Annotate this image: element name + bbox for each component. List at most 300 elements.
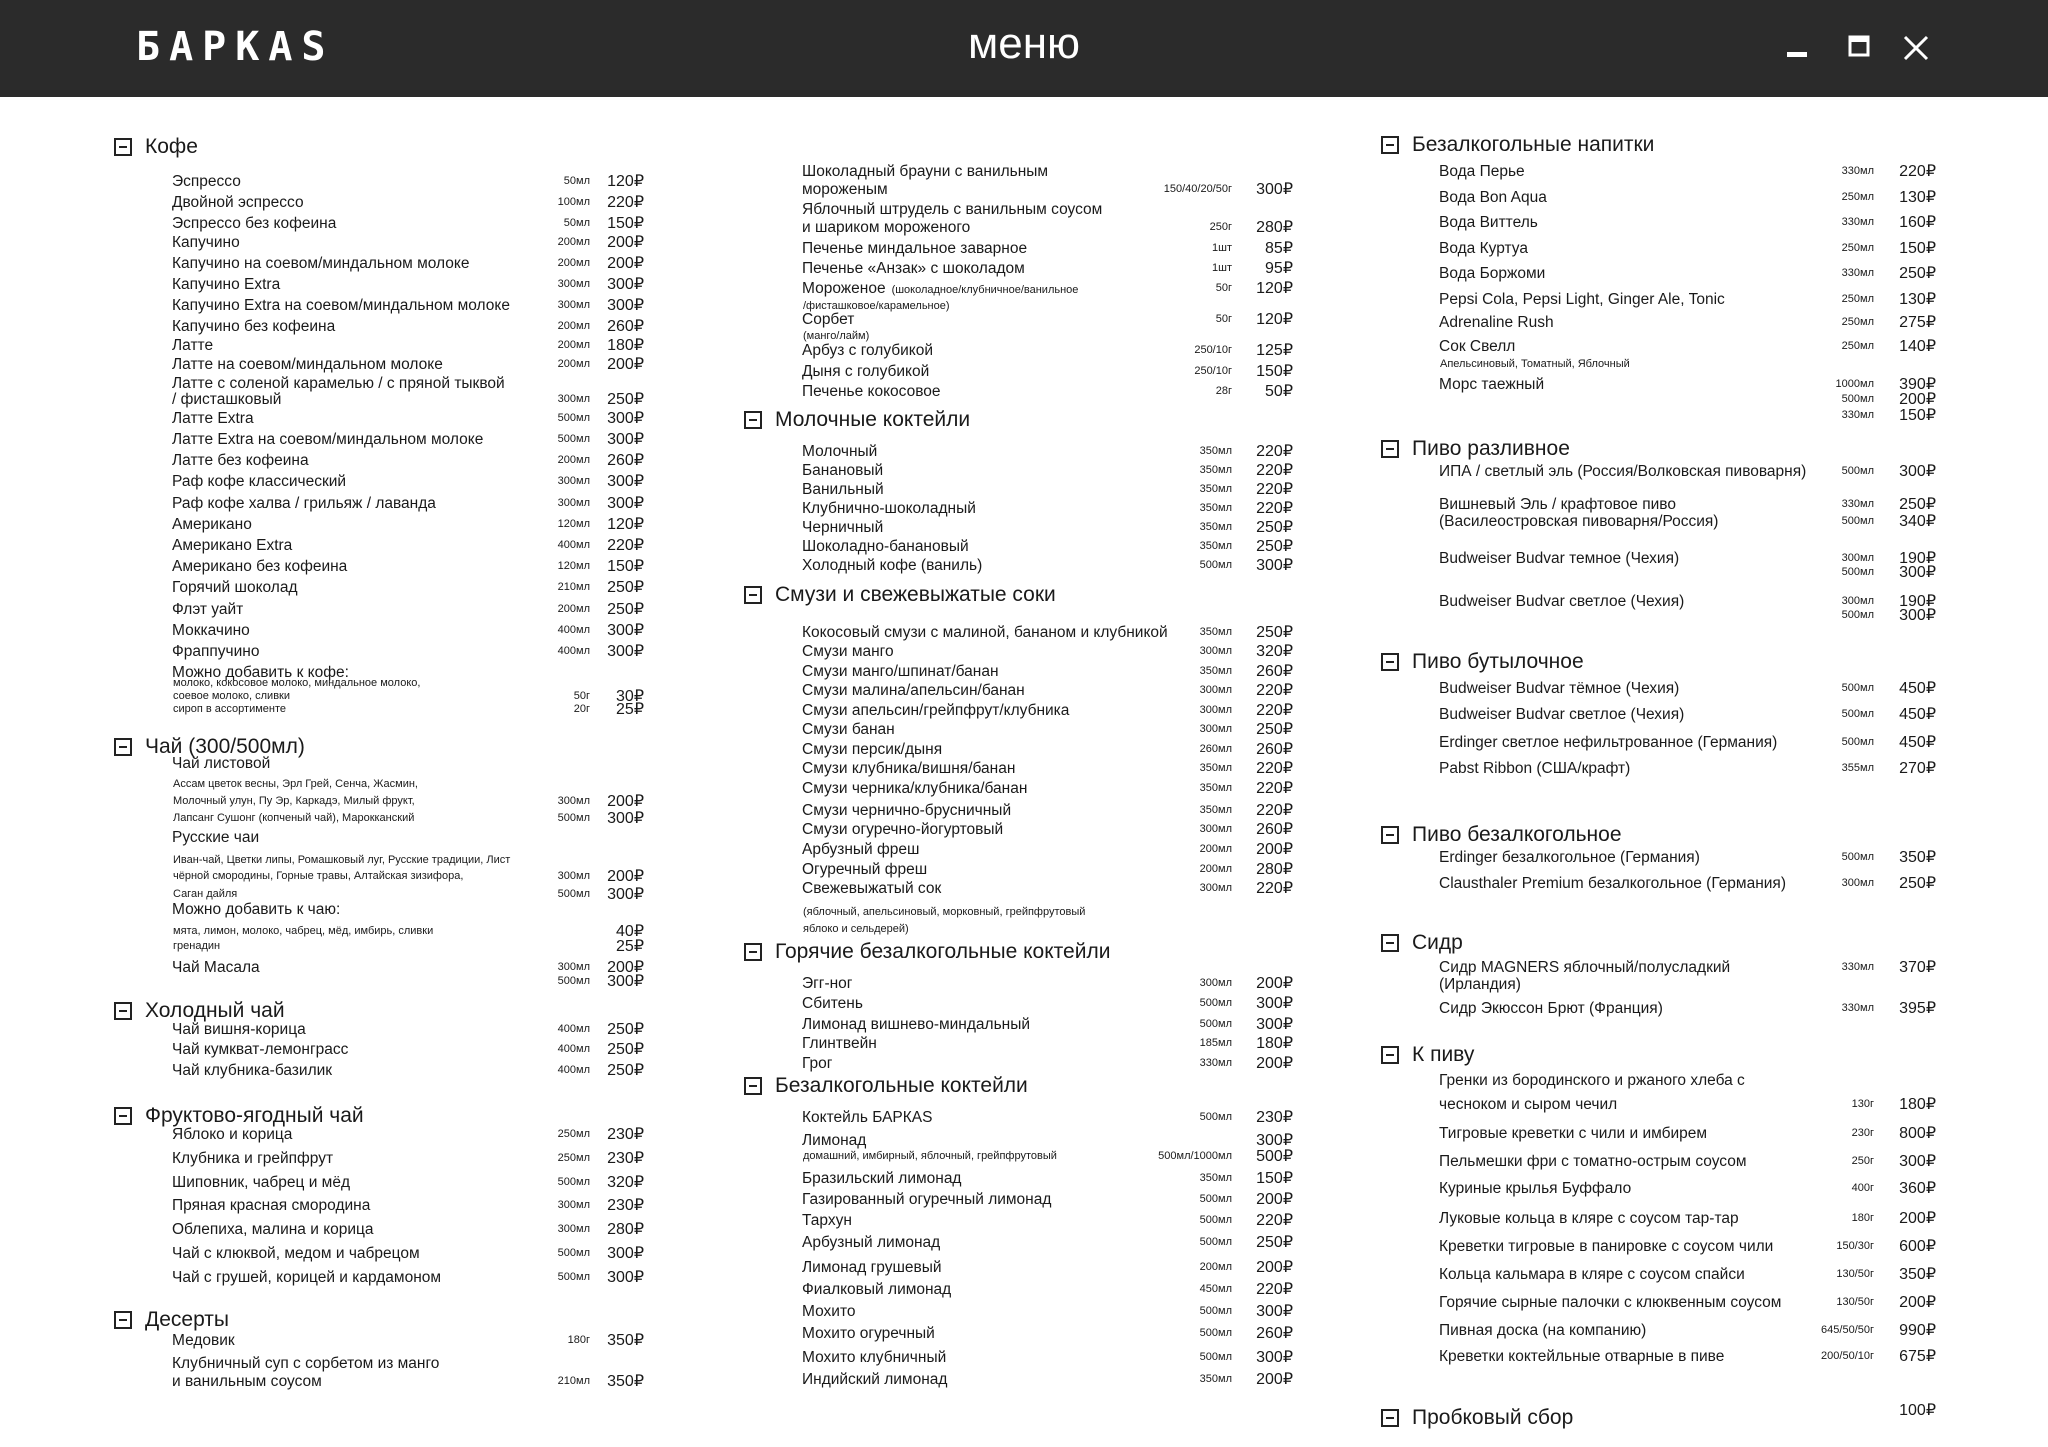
item-price: 500₽ [1256, 1148, 1293, 1165]
item-size: 300мл [1199, 645, 1232, 657]
collapse-icon[interactable] [114, 1107, 132, 1125]
logo: БАРКАS [136, 24, 335, 70]
item-price: 30₽ [616, 688, 644, 705]
item-size: 350мл [1199, 804, 1232, 816]
item-description: яблоко и сельдерей) [803, 923, 909, 935]
item-size: 300мл [557, 961, 590, 973]
item-name: Смузи малина/апельсин/банан [802, 682, 1025, 699]
item-size: 500мл [557, 1176, 590, 1188]
item-size: 350мл [1199, 521, 1232, 533]
item-name: Вишневый Эль / крафтовое пиво [1439, 496, 1676, 513]
item-price: 320₽ [1256, 643, 1293, 660]
item-size: 250мл [557, 1152, 590, 1164]
item-size: 350мл [1199, 782, 1232, 794]
item-price: 220₽ [1256, 1212, 1293, 1229]
item-description: Лапсанг Сушонг (копченый чай), Марокканский [173, 812, 415, 824]
item-size: 300мл [557, 278, 590, 290]
item-size: 130г [1851, 1098, 1874, 1110]
section-header[interactable] [1381, 434, 1570, 464]
item-name: Шоколадный брауни с ванильным [802, 163, 1049, 180]
minimize-button[interactable] [1775, 26, 1819, 70]
item-price: 250₽ [1256, 1234, 1293, 1251]
item-name: Американо [172, 516, 252, 533]
item-size: 350мл [1199, 1172, 1232, 1184]
item-name: Латте без кофеина [172, 452, 309, 469]
item-price: 220₽ [1256, 481, 1293, 498]
item-size: 500мл [1841, 708, 1874, 720]
item-price: 340₽ [1899, 513, 1936, 530]
item-size: 50мл [563, 217, 590, 229]
section-title: Горячие безалкогольные коктейли [775, 940, 1111, 963]
item-size: 150/40/20/50г [1163, 183, 1232, 195]
item-name: Черничный [802, 519, 884, 536]
item-price: 200₽ [607, 793, 644, 810]
item-size: 330мл [1199, 1057, 1232, 1069]
item-size: 330мл [1841, 1002, 1874, 1014]
item-name: Капучино [172, 234, 240, 251]
item-price: 260₽ [1256, 821, 1293, 838]
section-header[interactable] [1381, 1040, 1474, 1070]
item-price: 300₽ [1256, 1349, 1293, 1366]
item-name: Эспрессо без кофеина [172, 215, 337, 232]
item-price: 25₽ [616, 938, 644, 955]
item-size: 500мл [1841, 393, 1874, 405]
item-price: 200₽ [1256, 1191, 1293, 1208]
item-size: 400мл [557, 645, 590, 657]
item-price: 25₽ [616, 701, 644, 718]
item-size: 330мл [1841, 267, 1874, 279]
item-price: 230₽ [607, 1150, 644, 1167]
collapse-icon[interactable] [114, 738, 132, 756]
item-size: 300мл [1199, 882, 1232, 894]
item-size: 500мл [1199, 997, 1232, 1009]
section-title: Пробковый сбор [1412, 1406, 1574, 1429]
item-size: 130/50г [1836, 1296, 1874, 1308]
item-description: сироп в ассортименте [173, 703, 286, 715]
item-price: 120₽ [1256, 311, 1293, 328]
item-size: 330мл [1841, 498, 1874, 510]
item-name: Коктейль БАРКАS [802, 1109, 933, 1126]
item-size: 200мл [1199, 863, 1232, 875]
item-price: 250₽ [1256, 624, 1293, 641]
item-size: 500мл [1841, 515, 1874, 527]
item-price: 220₽ [1256, 500, 1293, 517]
item-price: 120₽ [607, 173, 644, 190]
item-size: 230г [1851, 1127, 1874, 1139]
item-name: Латте [172, 337, 214, 354]
item-price: 230₽ [607, 1126, 644, 1143]
item-name: Можно добавить к кофе: [172, 664, 349, 681]
item-name: Budweiser Budvar светлое (Чехия) [1439, 706, 1685, 723]
item-price: 300₽ [1256, 995, 1293, 1012]
item-size: 28г [1215, 385, 1232, 397]
item-price: 260₽ [607, 452, 644, 469]
item-description: мята, лимон, молоко, чабрец, мёд, имбирь, сливки [173, 925, 434, 937]
item-size: 200мл [557, 454, 590, 466]
item-price: 300₽ [607, 276, 644, 293]
item-name: Вода Перье [1439, 163, 1525, 180]
item-size: 350мл [1199, 1373, 1232, 1385]
item-price: 220₽ [1256, 880, 1293, 897]
item-price: 250₽ [1256, 519, 1293, 536]
item-size: 250г [1209, 221, 1232, 233]
item-price: 350₽ [607, 1332, 644, 1349]
item-size: 500мл [1841, 609, 1874, 621]
item-price: 350₽ [1899, 849, 1936, 866]
item-price: 140₽ [1899, 338, 1936, 355]
collapse-icon[interactable] [1381, 136, 1399, 154]
item-name: Латте с соленой карамелью / с пряной тыквой [172, 375, 505, 392]
item-size: 300мл [1841, 877, 1874, 889]
item-name: (Ирландия) [1439, 976, 1521, 993]
section-title: Сидр [1412, 931, 1463, 954]
item-price: 300₽ [1899, 463, 1936, 480]
item-size: 130/50г [1836, 1268, 1874, 1280]
item-size: 100мл [557, 196, 590, 208]
item-name: Лимонад грушевый [802, 1259, 942, 1276]
item-price: 130₽ [1899, 291, 1936, 308]
item-name: Шоколадно-банановый [802, 538, 969, 555]
section-header[interactable] [1381, 1403, 1573, 1433]
item-size: 200мл [557, 339, 590, 351]
item-price: 200₽ [1899, 391, 1936, 408]
item-note: (шоколадное/клубничное/ванильное [891, 284, 1079, 296]
item-size: 300мл [1841, 552, 1874, 564]
item-size: 350мл [1199, 762, 1232, 774]
collapse-icon[interactable] [1381, 1409, 1399, 1427]
item-size: 400мл [557, 1043, 590, 1055]
item-price: 260₽ [1256, 663, 1293, 680]
maximize-button[interactable] [1837, 26, 1881, 70]
item-price: 300₽ [1256, 181, 1293, 198]
title-bar [0, 0, 2048, 97]
item-size: 300мл [1199, 823, 1232, 835]
collapse-icon[interactable] [114, 138, 132, 156]
item-name: Мохито клубничный [802, 1349, 947, 1366]
section-title: Пиво безалкогольное [1412, 823, 1622, 846]
item-name: Креветки коктейльные отварные в пиве [1439, 1348, 1725, 1365]
close-button[interactable] [1894, 26, 1938, 70]
section-header[interactable] [1381, 647, 1584, 677]
collapse-icon[interactable] [1381, 440, 1399, 458]
collapse-icon[interactable] [1381, 1046, 1399, 1064]
item-size: 250/10г [1194, 365, 1232, 377]
item-price: 260₽ [607, 318, 644, 335]
item-name: (Василеостровская пивоварня/Россия) [1439, 513, 1719, 530]
collapse-icon[interactable] [744, 943, 762, 961]
section-header[interactable] [1381, 820, 1622, 850]
item-size: 500мл [1199, 1193, 1232, 1205]
item-size: 330мл [1841, 216, 1874, 228]
item-name: Чай с грушей, корицей и кардамоном [172, 1269, 442, 1286]
item-size: 250мл [557, 1128, 590, 1140]
item-name: Adrenaline Rush [1439, 314, 1554, 331]
item-size: 400мл [557, 624, 590, 636]
item-price: 220₽ [1256, 760, 1293, 777]
item-description: молоко, кокосовое молоко, миндальное молоко, [173, 677, 421, 689]
item-size: 300мл [557, 299, 590, 311]
item-name: Раф кофе классический [172, 473, 347, 490]
item-price: 40₽ [616, 923, 644, 940]
item-price: 100₽ [1899, 1402, 1936, 1419]
item-size: 645/50/50г [1821, 1324, 1874, 1336]
item-name: Печенье кокосовое [802, 383, 941, 400]
item-price: 250₽ [607, 579, 644, 596]
item-size: 300мл [557, 870, 590, 882]
section-title: Холодный чай [145, 999, 285, 1022]
item-name: Budweiser Budvar тёмное (Чехия) [1439, 680, 1680, 697]
item-price: 180₽ [1899, 1096, 1936, 1113]
item-size: 500мл [1841, 566, 1874, 578]
item-name: Сбитень [802, 995, 863, 1012]
item-name: Фраппучино [172, 643, 260, 660]
item-price: 220₽ [1256, 702, 1293, 719]
item-price: 120₽ [607, 516, 644, 533]
item-price: 150₽ [607, 215, 644, 232]
item-name: Флэт уайт [172, 601, 244, 618]
item-description: (яблочный, апельсиновый, морковный, грейпфрутовый [803, 906, 1086, 918]
item-price: 280₽ [1256, 219, 1293, 236]
item-price: 200₽ [1256, 1055, 1293, 1072]
section-header[interactable] [114, 132, 198, 162]
item-size: 500мл [557, 433, 590, 445]
item-size: 50г [1215, 313, 1232, 325]
section-header[interactable] [744, 1071, 1028, 1101]
item-name: Пряная красная смородина [172, 1197, 371, 1214]
item-price: 300₽ [1256, 1303, 1293, 1320]
item-price: 250₽ [1899, 875, 1936, 892]
item-description: /фисташковое/карамельное) [803, 300, 950, 312]
item-price: 250₽ [1256, 721, 1293, 738]
item-price: 270₽ [1899, 760, 1936, 777]
section-title: Молочные коктейли [775, 408, 971, 431]
collapse-icon[interactable] [744, 586, 762, 604]
collapse-icon[interactable] [114, 1311, 132, 1329]
item-price: 300₽ [607, 495, 644, 512]
item-name: Budweiser Budvar светлое (Чехия) [1439, 593, 1685, 610]
item-size: 500мл [1841, 851, 1874, 863]
maximize-icon [1837, 26, 1881, 70]
item-price: 150₽ [1899, 407, 1936, 424]
item-price: 200₽ [1256, 1371, 1293, 1388]
item-name: Грог [802, 1055, 833, 1072]
item-price: 320₽ [607, 1174, 644, 1191]
item-size: 400мл [557, 539, 590, 551]
item-price: 300₽ [1899, 564, 1936, 581]
item-size: 500мл [557, 1271, 590, 1283]
item-name: Смузи черника/клубника/банан [802, 780, 1028, 797]
item-size: 500мл [557, 412, 590, 424]
item-price: 300₽ [607, 473, 644, 490]
item-price: 220₽ [1256, 780, 1293, 797]
item-price: 990₽ [1899, 1322, 1936, 1339]
item-price: 95₽ [1265, 260, 1293, 277]
page-title: меню [967, 19, 1081, 68]
item-name: Латте Extra [172, 410, 254, 427]
item-price: 150₽ [607, 558, 644, 575]
item-size: 300мл [557, 393, 590, 405]
item-name: Раф кофе халва / грильяж / лаванда [172, 495, 436, 512]
item-name: Вода Виттель [1439, 214, 1538, 231]
item-price: 120₽ [1256, 280, 1293, 297]
collapse-icon[interactable] [1381, 653, 1399, 671]
item-name: Латте Extra на соевом/миндальном молоке [172, 431, 484, 448]
item-price: 300₽ [607, 431, 644, 448]
collapse-icon[interactable] [1381, 934, 1399, 952]
item-size: 500мл [557, 975, 590, 987]
item-price: 250₽ [607, 601, 644, 618]
item-price: 190₽ [1899, 550, 1936, 567]
item-size: 200мл [557, 236, 590, 248]
collapse-icon[interactable] [114, 1002, 132, 1020]
item-price: 180₽ [607, 337, 644, 354]
item-price: 200₽ [1256, 1259, 1293, 1276]
item-size: 400мл [557, 1023, 590, 1035]
item-size: 500мл [1199, 1327, 1232, 1339]
item-name: Смузи банан [802, 721, 895, 738]
item-price: 390₽ [1899, 376, 1936, 393]
item-name: Смузи персик/дыня [802, 741, 943, 758]
item-size: 350мл [1199, 502, 1232, 514]
item-price: 300₽ [607, 297, 644, 314]
item-name: Мороженое (шоколадное/клубничное/ванильное [802, 280, 1079, 297]
item-size: 300мл [1199, 723, 1232, 735]
collapse-icon[interactable] [744, 411, 762, 429]
item-size: 330мл [1841, 165, 1874, 177]
item-name: Фиалковый лимонад [802, 1281, 952, 1298]
item-price: 230₽ [607, 1197, 644, 1214]
item-price: 200₽ [1256, 975, 1293, 992]
item-description: гренадин [173, 940, 221, 952]
item-price: 250₽ [1899, 496, 1936, 513]
item-size: 500мл [1199, 1351, 1232, 1363]
item-name: Кольца кальмара в кляре с соусом спайси [1439, 1266, 1745, 1283]
item-name: Чай листовой [172, 755, 271, 772]
section-header[interactable] [744, 937, 1110, 967]
item-name: / фисташковый [172, 391, 282, 408]
item-name: Пельмешки фри с томатно-острым соусом [1439, 1153, 1747, 1170]
item-price: 150₽ [1256, 1170, 1293, 1187]
item-name: Мохито [802, 1303, 856, 1320]
item-price: 360₽ [1899, 1180, 1936, 1197]
item-name: Смузи огуречно-йогуртовый [802, 821, 1004, 838]
item-name: Смузи клубника/вишня/банан [802, 760, 1016, 777]
item-size: 200/50/10г [1821, 1350, 1874, 1362]
item-price: 300₽ [607, 1245, 644, 1262]
item-name: Клубнично-шоколадный [802, 500, 976, 517]
item-size: 300мл [1841, 595, 1874, 607]
collapse-icon[interactable] [744, 1077, 762, 1095]
item-name: Сидр Экюссон Брют (Франция) [1439, 1000, 1663, 1017]
section-header[interactable] [1381, 130, 1654, 160]
item-name: Budweiser Budvar темное (Чехия) [1439, 550, 1680, 567]
item-price: 160₽ [1899, 214, 1936, 231]
section-header[interactable] [1381, 928, 1463, 958]
item-price: 275₽ [1899, 314, 1936, 331]
item-name: Арбуз с голубикой [802, 342, 934, 359]
item-size: 500мл [1199, 1305, 1232, 1317]
item-name: Американо Extra [172, 537, 293, 554]
item-name: Чай кумкват-лемонграсс [172, 1041, 349, 1058]
collapse-icon[interactable] [1381, 826, 1399, 844]
item-price: 250₽ [607, 1041, 644, 1058]
item-size: 200мл [557, 257, 590, 269]
item-name: Чай с клюквой, медом и чабрецом [172, 1245, 420, 1262]
item-name: Молочный [802, 443, 878, 460]
section-title: Фруктово-ягодный чай [145, 1104, 364, 1127]
item-price: 250₽ [607, 1062, 644, 1079]
item-name: Капучино без кофеина [172, 318, 336, 335]
item-price: 200₽ [1899, 1294, 1936, 1311]
item-description: соевое молоко, сливки [173, 690, 290, 702]
item-name: мороженым [802, 181, 888, 198]
item-size: 250/10г [1194, 344, 1232, 356]
item-price: 250₽ [607, 1021, 644, 1038]
item-price: 450₽ [1899, 706, 1936, 723]
item-price: 300₽ [607, 973, 644, 990]
section-title: Десерты [145, 1308, 230, 1331]
item-size: 500мл [1199, 1018, 1232, 1030]
item-price: 180₽ [1256, 1035, 1293, 1052]
item-name: Капучино на соевом/миндальном молоке [172, 255, 470, 272]
item-name: Капучино Extra на соевом/миндальном молоке [172, 297, 510, 314]
section-title: Безалкогольные напитки [1412, 133, 1655, 156]
item-name: Креветки тигровые в панировке с соусом чили [1439, 1238, 1774, 1255]
item-name: Тигровые креветки с чили и имбирем [1439, 1125, 1708, 1142]
item-price: 250₽ [1899, 265, 1936, 282]
item-price: 300₽ [607, 886, 644, 903]
item-price: 280₽ [607, 1221, 644, 1238]
item-price: 200₽ [1256, 841, 1293, 858]
item-size: 210мл [557, 581, 590, 593]
minimize-icon [1775, 26, 1819, 70]
item-name: Американо без кофеина [172, 558, 348, 575]
item-size: 300мл [557, 497, 590, 509]
item-name: Печенье миндальное заварное [802, 240, 1028, 257]
item-size: 500мл [1199, 559, 1232, 571]
item-name: Огуречный фреш [802, 861, 928, 878]
item-name: Латте на соевом/миндальном молоке [172, 356, 443, 373]
section-header[interactable] [744, 405, 970, 435]
item-price: 450₽ [1899, 734, 1936, 751]
item-price: 230₽ [1256, 1109, 1293, 1126]
section-title: Чай (300/500мл) [145, 735, 305, 758]
section-header[interactable] [744, 580, 1056, 610]
item-size: 300мл [557, 1223, 590, 1235]
item-price: 370₽ [1899, 959, 1936, 976]
item-price: 190₽ [1899, 593, 1936, 610]
item-price: 450₽ [1899, 680, 1936, 697]
section-title: Безалкогольные коктейли [775, 1074, 1028, 1097]
item-price: 200₽ [607, 234, 644, 251]
close-icon [1894, 26, 1938, 70]
section-title: Пиво разливное [1412, 437, 1570, 460]
item-size: 250мл [1841, 340, 1874, 352]
item-name: Русские чаи [172, 829, 260, 846]
item-size: 180г [1851, 1212, 1874, 1224]
item-price: 395₽ [1899, 1000, 1936, 1017]
item-size: 330мл [1841, 961, 1874, 973]
item-name: Горячий шоколад [172, 579, 298, 596]
item-description: Ассам цветок весны, Эрл Грей, Сенча, Жасмин, [173, 778, 418, 790]
item-size: 500мл [1199, 1214, 1232, 1226]
item-name: Свежевыжатый сок [802, 880, 942, 897]
item-size: 180г [567, 1334, 590, 1346]
item-name: Капучино Extra [172, 276, 281, 293]
item-name: Морс таежный [1439, 376, 1545, 393]
item-name: Чай вишня-корица [172, 1021, 306, 1038]
item-price: 150₽ [1899, 240, 1936, 257]
